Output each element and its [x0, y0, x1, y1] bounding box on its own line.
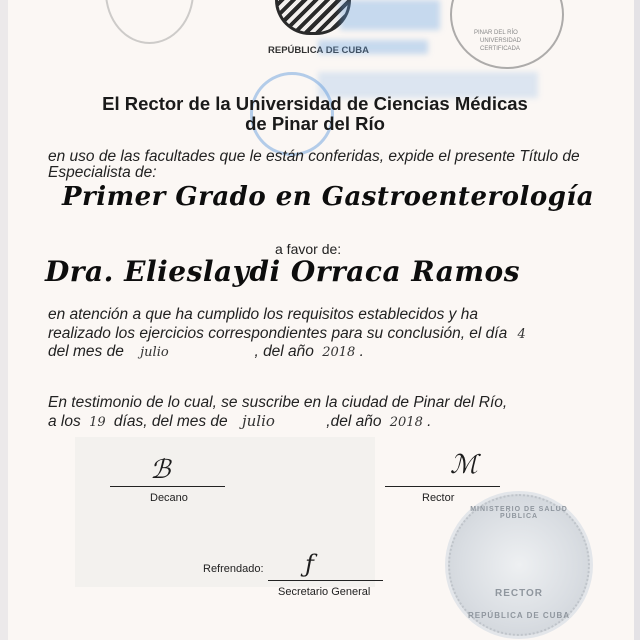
embossed-ministry-seal — [448, 494, 590, 636]
testimony-year-label: ,del año — [326, 413, 382, 430]
blue-ink-smear — [318, 40, 428, 54]
completion-month: julio — [140, 345, 169, 360]
degree-title: Primer Grado en Gastroenterología — [62, 182, 595, 212]
issuer-line-2: de Pinar del Río — [245, 113, 385, 134]
blue-ink-smear — [340, 0, 440, 30]
testimony-line-1: En testimonio de lo cual, se suscribe en la ciudad de Pinar del Río, — [48, 394, 508, 411]
completion-end: . — [359, 343, 364, 360]
rector-label: Rector — [422, 492, 455, 504]
dean-label: Decano — [150, 492, 188, 504]
testimony-days-label: días, del mes de — [113, 413, 228, 430]
testimony-day: 19 — [89, 415, 106, 430]
rector-signature: ℳ — [450, 450, 478, 480]
issuer-line-1: El Rector de la Universidad de Ciencias Médicas — [102, 93, 528, 114]
seal-outer-bottom: REPÚBLICA DE CUBA — [467, 611, 571, 620]
stamp-line: UNIVERSIDAD — [480, 38, 522, 44]
secretary-signature: ƒ — [305, 550, 314, 578]
testimony-year: 2018 — [389, 415, 423, 430]
testimony-month: julio — [241, 412, 275, 430]
seal-outer-top: MINISTERIO DE SALUD PÚBLICA — [470, 506, 568, 520]
completion-line-1: en atención a que ha cumplido los requisitos establecidos y ha — [48, 306, 478, 323]
completion-year-label: , del año — [254, 343, 314, 360]
completion-line-2 — [48, 324, 526, 344]
secretary-signature-line — [268, 580, 383, 581]
testimony-line-2 — [48, 412, 431, 432]
secretary-label: Secretario General — [278, 586, 371, 598]
intro-line-1: en uso de las facultades que le están conferidas, expide el presente Título de — [48, 148, 580, 165]
testimony-end: . — [427, 413, 432, 430]
completion-year: 2018 — [322, 345, 356, 360]
dean-signature: ℬ — [150, 455, 171, 485]
recipient-name: Dra. Elieslaydi Orraca Ramos — [45, 255, 520, 288]
seal-center: RECTOR — [494, 588, 544, 599]
rector-signature-line — [385, 486, 500, 487]
completion-day: 4 — [517, 327, 526, 342]
favor-label: a favor de: — [275, 241, 342, 257]
country-label: REPÚBLICA DE CUBA — [268, 45, 369, 56]
stamp-line: PINAR DEL RÍO — [474, 30, 518, 36]
dean-signature-line — [110, 486, 225, 487]
completion-month-label: del mes de — [48, 343, 124, 360]
completion-line-3 — [48, 342, 364, 362]
intro-line-2: Especialista de: — [48, 164, 157, 181]
stamp-line: CERTIFICADA — [480, 46, 520, 52]
completion-text: realizado los ejercicios correspondientes para su conclusión, el día — [48, 325, 508, 342]
testimony-prefix: a los — [48, 413, 81, 430]
countersigned-label: Refrendado: — [203, 563, 264, 575]
